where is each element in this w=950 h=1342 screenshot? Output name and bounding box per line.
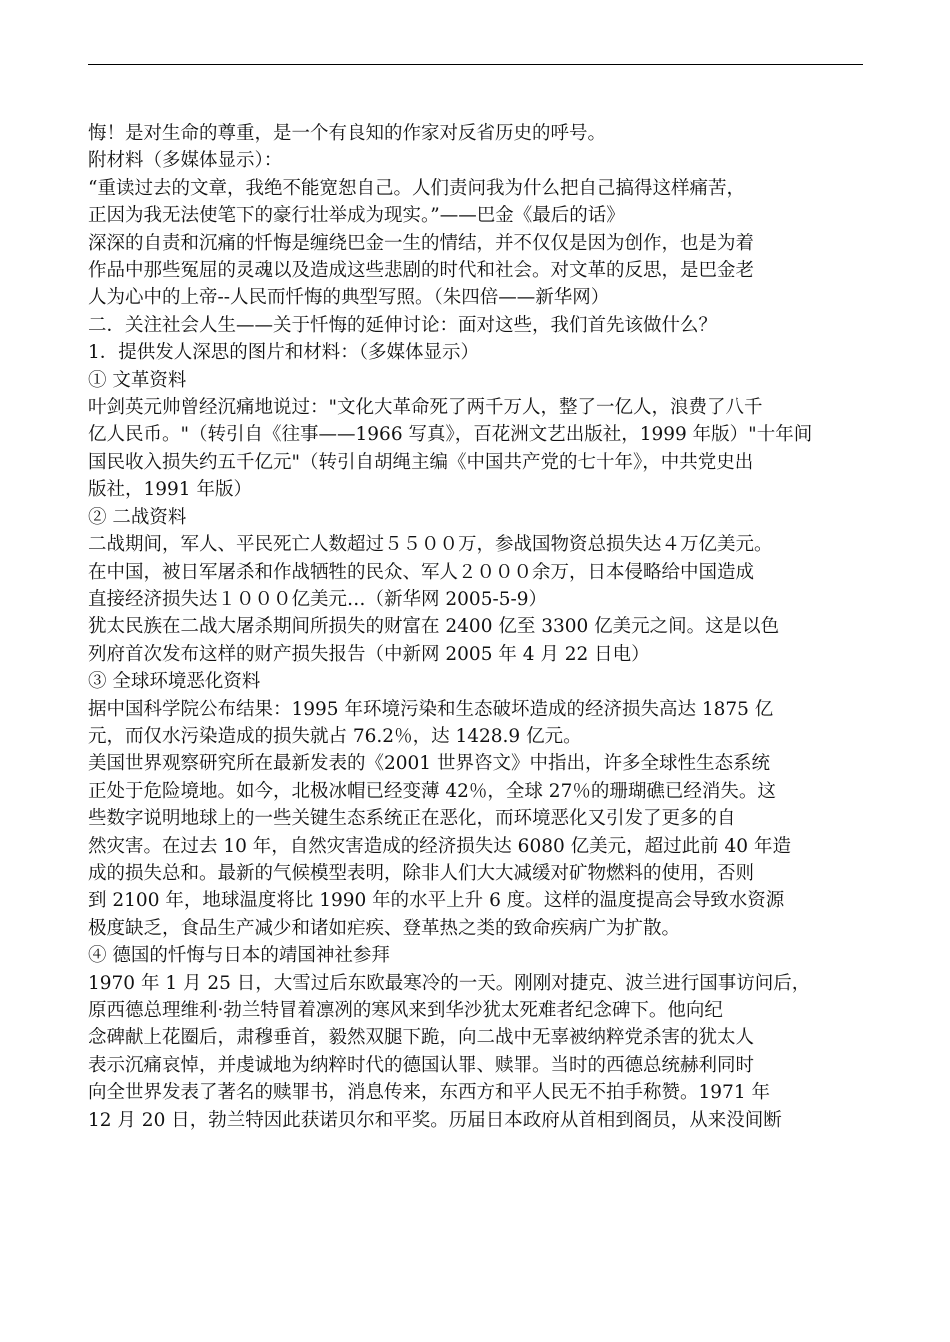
text-line: 12 月 20 日，勃兰特因此获诺贝尔和平奖。历届日本政府从首相到阁员，从来没间断 [88, 1109, 782, 1131]
text-line: 叶剑英元帅曾经沉痛地说过："文化大革命死了两千万人，整了一亿人，浪费了八千 [88, 397, 763, 419]
text-line: 美国世界观察研究所在最新发表的《2001 世界咨文》中指出，许多全球性生态系统 [88, 753, 770, 775]
text-line: 然灾害。在过去 10 年，自然灾害造成的经济损失达 6080 亿美元，超过此前 40 年造 [88, 835, 791, 857]
text-line: 表示沉痛哀悼，并虔诚地为纳粹时代的德国认罪、赎罪。当时的西德总统赫利同时 [88, 1054, 755, 1076]
text-line: 原西德总理维利·勃兰特冒着凛冽的寒风来到华沙犹太死难者纪念碑下。他向纪 [88, 1000, 723, 1021]
text-line: 二．关注社会人生——关于忏悔的延伸讨论：面对这些，我们首先该做什么？ [88, 314, 718, 336]
text-line: 正处于危险境地。如今，北极冰帽已经变薄 42％，全球 27％的珊瑚礁已经消失。这 [88, 780, 776, 802]
text-line: 念碑献上花圈后，肃穆垂首，毅然双腿下跪，向二战中无辜被纳粹党杀害的犹太人 [88, 1027, 755, 1049]
text-line: 犹太民族在二战大屠杀期间所损失的财富在 2400 亿至 3300 亿美元之间。这是以色 [88, 616, 780, 638]
text-line: 作品中那些冤屈的灵魂以及造成这些悲剧的时代和社会。对文革的反思，是巴金老 [88, 260, 755, 282]
text-line: 人为心中的上帝--人民而忏悔的典型写照。（朱四倍——新华网） [88, 287, 610, 309]
header-rule [88, 64, 863, 65]
text-line: 附材料（多媒体显示）： [88, 150, 283, 172]
text-line: 深深的自责和沉痛的忏悔是缠绕巴金一生的情结，并不仅仅是因为创作，也是为着 [88, 232, 755, 254]
text-line: 在中国，被日军屠杀和作战牺牲的民众、军人２０００余万，日本侵略给中国造成 [88, 561, 755, 583]
text-line: 据中国科学院公布结果：1995 年环境污染和生态破坏造成的经济损失高达 1875 亿 [88, 698, 774, 720]
text-line: ③ 全球环境恶化资料 [88, 671, 261, 693]
text-line: 些数字说明地球上的一些关键生态系统正在恶化，而环境恶化又引发了更多的自 [88, 808, 736, 830]
text-line: 元，而仅水污染造成的损失就占 76.2％，达 1428.9 亿元。 [88, 725, 582, 747]
text-line: 正因为我无法使笔下的豪行壮举成为现实。”——巴金《最后的话》 [88, 205, 625, 227]
text-line: ④ 德国的忏悔与日本的靖国神社参拜 [88, 945, 390, 967]
text-line: 二战期间，军人、平民死亡人数超过５５００万，参战国物资总损失达４万亿美元。 [88, 534, 773, 556]
text-line: 1．提供发人深思的图片和材料：（多媒体显示） [88, 342, 480, 364]
text-line: 直接经济损失达１０００亿美元…（新华网 2005-5-9） [88, 588, 548, 610]
text-line: ① 文革资料 [88, 369, 187, 391]
text-line: ② 二战资料 [88, 506, 187, 528]
text-line: 到 2100 年，地球温度将比 1990 年的水平上升 6 度。这样的温度提高会导致水资源 [88, 890, 785, 912]
text-line: 成的损失总和。最新的气候模型表明，除非人们大大减缓对矿物燃料的使用，否则 [88, 862, 755, 884]
text-line: 亿人民币。"（转引自《往事——1966 写真》，百花洲文艺出版社，1999 年版）"十年间 [88, 424, 813, 446]
document-body [88, 120, 863, 1134]
text-line: “重读过去的文章，我绝不能宽恕自己。人们责问我为什么把自己搞得这样痛苦， [88, 177, 745, 199]
text-line: 悔！是对生命的尊重，是一个有良知的作家对反省历史的呼号。 [88, 123, 607, 144]
text-line: 1970 年 1 月 25 日，大雪过后东欧最寒冷的一天。刚刚对捷克、波兰进行国事访问后， [88, 972, 811, 994]
text-line: 版社，1991 年版） [88, 479, 252, 501]
text-line: 国民收入损失约五千亿元"（转引自胡绳主编《中国共产党的七十年》，中共党史出 [88, 451, 754, 473]
text-line: 向全世界发表了著名的赎罪书，消息传来，东西方和平人民无不拍手称赞。1971 年 [88, 1082, 770, 1104]
text-line: 列府首次发布这样的财产损失报告（中新网 2005 年 4 月 22 日电） [88, 643, 650, 665]
text-line: 极度缺乏，食品生产减少和诸如疟疾、登革热之类的致命疾病广为扩散。 [88, 917, 681, 939]
